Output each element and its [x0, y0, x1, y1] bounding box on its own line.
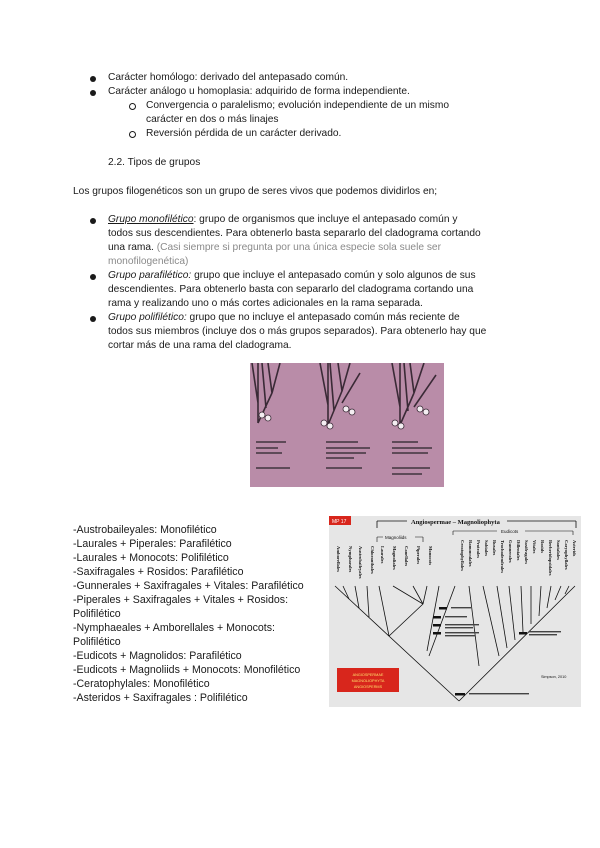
- example-item: -Piperales + Saxifragales + Vitales + Rosidos:: [73, 594, 289, 606]
- synapomorphy-notes: [445, 607, 561, 694]
- example-item: Polifilético: [73, 636, 121, 648]
- intro-paragraph: Los grupos filogenéticos son un grupo de seres vivos que podemos dividirlos en;: [73, 186, 438, 197]
- bullet-dot: [90, 316, 96, 322]
- bullet-homologo: Carácter homólogo: derivado del antepasado común.: [108, 72, 349, 83]
- example-item: -Laurales + Piperales: Parafilético: [73, 538, 232, 550]
- monofiletico-note: (Casi siempre si pregunta por una única especie sola suele ser: [153, 242, 441, 253]
- taxon-label: Amborellales: [336, 546, 341, 572]
- red-box-line2: MAGNOLIOPHYTA: [351, 679, 385, 683]
- example-item: Polifilético: [73, 608, 121, 620]
- red-box-line1: ANGIOSPERMAE: [352, 673, 384, 677]
- taxon-label: Trochodendrales: [500, 540, 505, 574]
- example-item: -Saxifragales + Rosidos: Parafilético: [73, 566, 244, 578]
- magnoliids-label: Magnoliids: [385, 535, 407, 540]
- taxon-label: Magnoliales: [392, 546, 397, 570]
- bullet-dot: [90, 274, 96, 280]
- section-heading: 2.2. Tipos de grupos: [108, 157, 201, 168]
- taxon-label: Saxifragales: [524, 540, 529, 564]
- taxon-label: Sabiales: [484, 540, 489, 557]
- example-item: -Laurales + Monocots: Polifilético: [73, 552, 229, 564]
- taxon-label: Buxales: [492, 540, 497, 556]
- group-types-figure: [250, 363, 444, 487]
- taxon-label: Santalales: [556, 540, 561, 560]
- parafiletico-term: Grupo parafilético:: [108, 270, 192, 281]
- cladogram-svg: [329, 516, 581, 707]
- sub-bullet-circle: [129, 103, 136, 110]
- taxon-label: Austrobaileyales: [358, 546, 363, 579]
- figure-caption-blocks: [256, 441, 432, 475]
- monofiletico-line3-a: una rama.: [108, 242, 154, 253]
- taxon-label: Proteales: [476, 540, 481, 559]
- polifiletico-line1: [108, 311, 460, 325]
- red-box-line3: ANGIOSPERMS: [353, 685, 383, 689]
- example-item: -Ceratophylales: Monofilético: [73, 678, 210, 690]
- polifiletico-term: Grupo polifilético:: [108, 312, 187, 323]
- taxon-label: Asterids: [572, 540, 577, 557]
- example-item: -Eudicots + Magnoliids + Monocots: Monofilético: [73, 664, 301, 676]
- taxa-labels: [336, 540, 577, 579]
- cladogram-title: Angiospermae – Magnoliophyta: [411, 519, 500, 526]
- parafiletico-line1: [108, 269, 476, 283]
- taxon-label: Berberidopsidales: [548, 540, 553, 576]
- bullet-analogo: Carácter análogo u homoplasia: adquirido de forma independiente.: [108, 86, 410, 97]
- polifiletico-def: grupo que no incluye el antepasado común más reciente de: [186, 312, 460, 323]
- parafiletico-def: grupo que incluye el antepasado común y solo algunos de sus: [191, 270, 476, 281]
- eudicots-label: Eudicots: [501, 529, 519, 534]
- sub-bullet-convergencia-line1: Convergencia o paralelismo; evolución independiente de un mismo: [146, 100, 449, 111]
- cladogram-cuts-illustration: [250, 363, 444, 487]
- taxon-label: Monocots: [428, 546, 433, 566]
- example-item: -Austrobaileyales: Monofilético: [73, 524, 217, 536]
- taxon-label: Ceratophyllales: [460, 540, 465, 571]
- example-item: -Nymphaeales + Amborellales + Monocots:: [73, 622, 275, 634]
- parafiletico-line2: descendientes. Para obtenerlo basta con separarlo del cladograma cortando una: [108, 284, 474, 295]
- bullet-dot: [90, 76, 96, 82]
- bullet-dot: [90, 218, 96, 224]
- taxon-label: Canellales: [404, 546, 409, 567]
- monofiletico-def: : grupo de organismos que incluye el antepasado común y: [193, 214, 458, 225]
- taxon-label: Laurales: [380, 546, 385, 564]
- taxon-label: Rosids: [540, 540, 545, 554]
- parafiletico-line3: rama y realizando uno o más cortes adicionales en la rama separada.: [108, 298, 423, 309]
- simpson-signature: Simpson, 2010: [541, 675, 567, 679]
- example-item: -Asteridos + Saxifragales : Polifilético: [73, 692, 248, 704]
- monofiletico-line1: [108, 213, 457, 227]
- sub-bullet-convergencia-line2: carácter en dos o más linajes: [146, 114, 279, 125]
- taxon-label: Chloranthales: [370, 546, 375, 574]
- monofiletico-line4: monofilogenética): [108, 256, 189, 267]
- taxon-label: Nymphaeales: [348, 546, 353, 573]
- angiosperm-cladogram: [329, 516, 581, 707]
- taxon-label: Piperales: [416, 546, 421, 565]
- badge-text: MP 17: [332, 519, 347, 525]
- taxon-label: Gunnerales: [508, 540, 513, 563]
- example-item: -Eudicots + Magnolidos: Parafilético: [73, 650, 242, 662]
- polifiletico-line2: todos sus miembros (incluye dos o más grupos separados). Para obtenerlo hay que: [108, 326, 487, 337]
- polifiletico-line3: cortar más de una rama del cladograma.: [108, 340, 292, 351]
- monofiletico-line3: [108, 241, 441, 255]
- taxon-label: Caryophyllales: [564, 540, 569, 570]
- monofiletico-line2: todos sus descendientes. Para obtenerlo basta separarlo del cladograma cortando: [108, 228, 481, 239]
- bullet-dot: [90, 90, 96, 96]
- example-item: -Gunnerales + Saxifragales + Vitales: Parafilético: [73, 580, 304, 592]
- taxon-label: Ranunculales: [468, 540, 473, 567]
- taxon-label: Dilleniales: [516, 540, 521, 561]
- taxon-label: Vitales: [532, 540, 537, 554]
- monofiletico-term: Grupo monofilético: [108, 214, 194, 225]
- sub-bullet-circle: [129, 131, 136, 138]
- sub-bullet-reversion: Reversión pérdida de un carácter derivado.: [146, 128, 342, 139]
